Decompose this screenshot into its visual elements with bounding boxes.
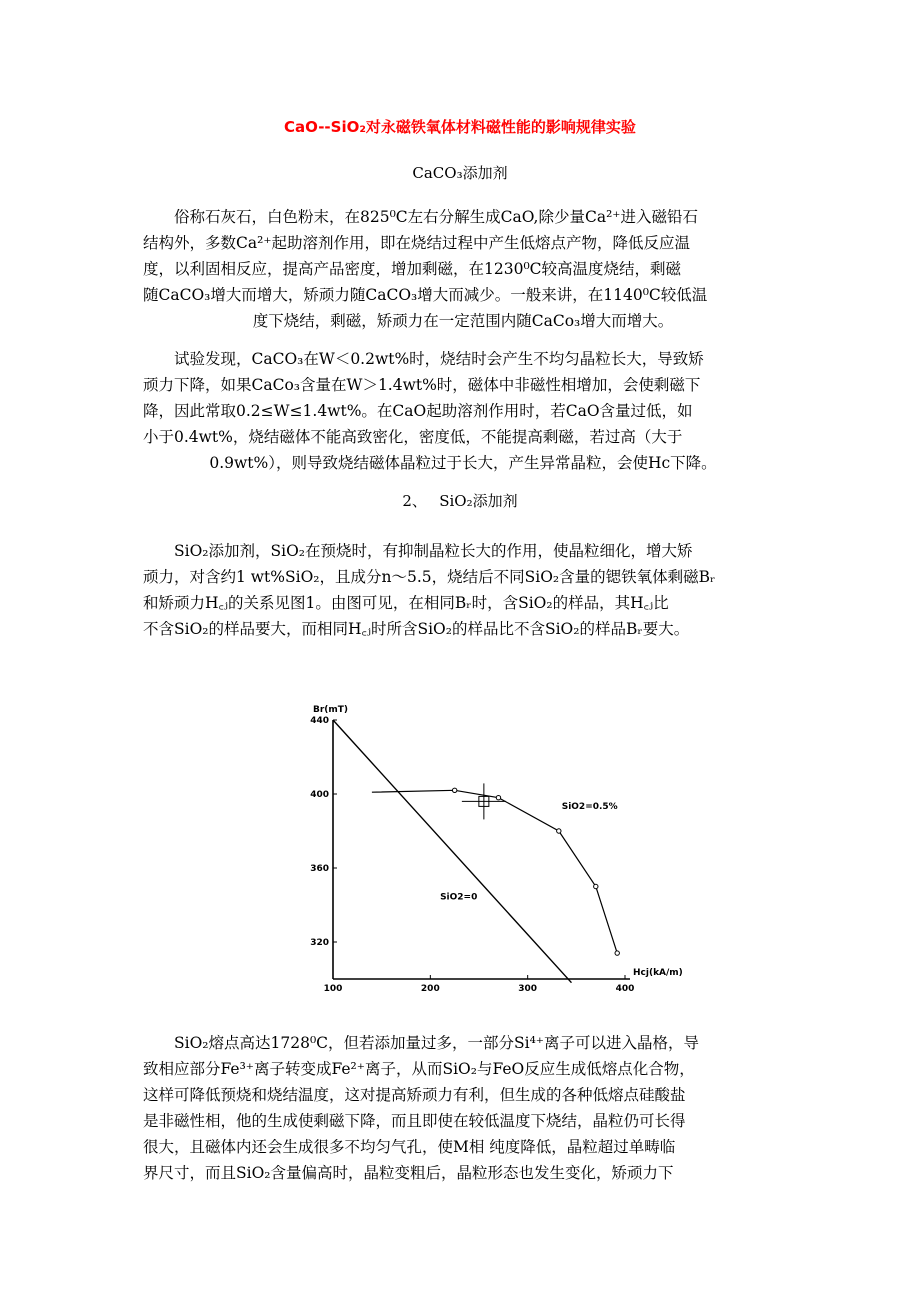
- data-point: [452, 788, 456, 792]
- paragraph-caco3-intro: [143, 204, 783, 334]
- text-line: 很大，且磁体内还会生成很多不均匀气孔，使M相 纯度降低，晶粒超过单畴临: [143, 1138, 676, 1156]
- section-heading-sio2: 2、 SiO₂添加剂: [402, 492, 518, 510]
- text-line: 界尺寸，而且SiO₂含量偏高时，晶粒变粗后，晶粒形态也发生变化，矫顽力下: [143, 1164, 674, 1182]
- data-point: [496, 796, 500, 800]
- text-line: 结构外，多数Ca²⁺起助溶剂作用，即在烧结过程中产生低熔点产物，降低反应温: [143, 234, 690, 252]
- text-line: 度，以利固相反应，提高产品密度，增加剩磁，在1230⁰C较高温度烧结，剩磁: [143, 260, 682, 278]
- annotation-sio2-0.5: SiO2=0.5%: [561, 801, 618, 812]
- x-tick-label: 300: [518, 984, 538, 994]
- text-line: 是非磁性相，他的生成使剩磁下降，而且即使在较低温度下烧结，晶粒仍可长得: [143, 1112, 686, 1130]
- text-line: 度下烧结，剩磁，矫顽力在一定范围内随CaCo₃增大而增大。: [252, 312, 674, 330]
- y-tick-label: 440: [310, 716, 329, 726]
- text-line: 俗称石灰石，白色粉末，在825⁰C左右分解生成CaO,除少量Ca²⁺进入磁铅石: [174, 208, 698, 226]
- curve-sio2-0.5: [372, 790, 617, 953]
- text-line: 这样可降低预烧和烧结温度，这对提高矫顽力有利，但生成的各种低熔点硅酸盐: [143, 1086, 686, 1104]
- br-hcj-chart: [300, 700, 683, 1000]
- paragraph-sio2-effects: [143, 1030, 783, 1186]
- y-tick-label: 360: [310, 864, 329, 874]
- text-line: 顽力，对含约1 wt%SiO₂，且成分n～5.5，烧结后不同SiO₂含量的锶铁氧体剩磁Bᵣ: [143, 568, 716, 586]
- paragraph-sio2-intro: [143, 538, 783, 642]
- document-title: CaO--SiO₂对永磁铁氧体材料磁性能的影响规律实验: [284, 118, 636, 136]
- y-tick-label: 400: [310, 790, 329, 800]
- x-tick-label: 100: [323, 984, 343, 994]
- text-line: 顽力下降，如果CaCo₃含量在W＞1.4wt%时，磁体中非磁性相增加，会使剩磁下: [143, 376, 701, 394]
- data-point: [594, 884, 598, 888]
- y-axis-label: Br(mT): [313, 705, 349, 715]
- data-point: [557, 829, 561, 833]
- text-line: 致相应部分Fe³⁺离子转变成Fe²⁺离子，从而SiO₂与FeO反应生成低熔点化合物，: [143, 1060, 695, 1078]
- text-line: 0.9wt%），则导致烧结磁体晶粒过于长大，产生异常晶粒，会使Hc下降。: [209, 454, 717, 472]
- text-line: SiO₂添加剂，SiO₂在预烧时，有抑制晶粒长大的作用，使晶粒细化，增大矫: [174, 542, 693, 560]
- paragraph-caco3-experiment: [143, 346, 783, 476]
- x-axis-label: Hcj(kA/m): [633, 968, 683, 978]
- text-line: 降，因此常取0.2≤W≤1.4wt%。在CaO起助溶剂作用时，若CaO含量过低，如: [143, 402, 693, 420]
- text-line: SiO₂熔点高达1728⁰C，但若添加量过多，一部分Si⁴⁺离子可以进入晶格，导: [174, 1034, 699, 1052]
- text-line: 小于0.4wt%，烧结磁体不能高致密化，密度低，不能提高剩磁，若过高（大于: [143, 428, 683, 446]
- line-sio2-0: [333, 720, 571, 983]
- text-line: 试验发现，CaCO₃在W＜0.2wt%时，烧结时会产生不均匀晶粒长大，导致矫: [174, 350, 704, 368]
- x-tick-label: 400: [615, 984, 635, 994]
- section-heading-caco3: CaCO₃添加剂: [412, 164, 508, 182]
- x-tick-label: 200: [420, 984, 440, 994]
- annotation-sio2-0: SiO2=0: [440, 892, 478, 903]
- text-line: 和矫顽力H꜀ⱼ的关系见图1。由图可见，在相同Bᵣ时，含SiO₂的样品，其H꜀ⱼ比: [143, 594, 669, 612]
- data-point: [615, 951, 619, 955]
- y-tick-label: 320: [310, 938, 329, 948]
- text-line: 随CaCO₃增大而增大，矫顽力随CaCO₃增大而减少。一般来讲，在1140⁰C较低温: [143, 286, 708, 304]
- text-line: 不含SiO₂的样品要大，而相同H꜀ⱼ时所含SiO₂的样品比不含SiO₂的样品Bᵣ要大。: [143, 620, 690, 638]
